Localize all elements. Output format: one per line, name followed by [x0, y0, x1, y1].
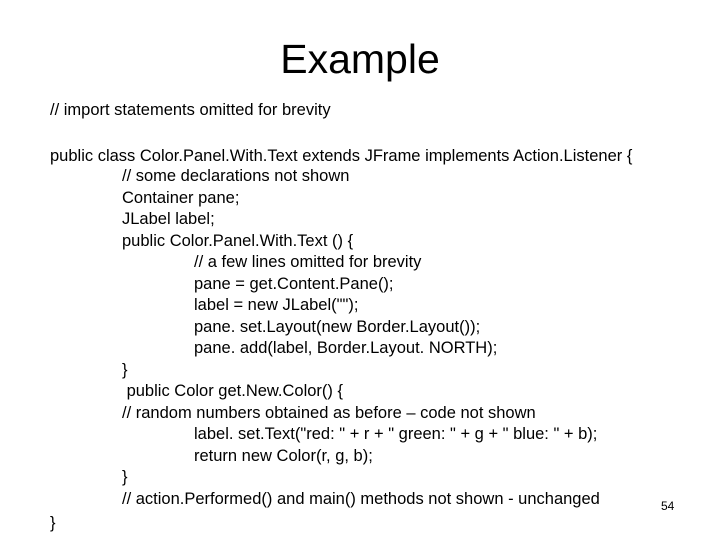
code-line-7: // a few lines omitted for brevity — [194, 253, 422, 271]
code-line-2: public class Color.Panel.With.Text extends JFrame implements Action.Listener { — [50, 147, 633, 165]
code-line-15: label. set.Text("red: " + r + " green: " + g + " blue: " + b); — [194, 425, 598, 443]
code-line-19: } — [50, 514, 56, 532]
code-line-12: } — [122, 361, 128, 379]
code-line-4: Container pane; — [122, 189, 240, 207]
code-line-16: return new Color(r, g, b); — [194, 447, 373, 465]
code-line-13: public Color get.New.Color() { — [122, 382, 344, 400]
code-line-17: } — [122, 468, 128, 486]
code-line-5: JLabel label; — [122, 210, 215, 228]
code-line-14: // random numbers obtained as before – code not shown — [122, 404, 536, 422]
code-line-3: // some declarations not shown — [122, 167, 350, 185]
code-line-8: pane = get.Content.Pane(); — [194, 275, 394, 293]
code-line-9: label = new JLabel(""); — [194, 296, 359, 314]
code-line-10: pane. set.Layout(new Border.Layout()); — [194, 318, 481, 336]
code-line-11: pane. add(label, Border.Layout. NORTH); — [194, 339, 498, 357]
page-number: 54 — [661, 499, 675, 513]
code-line-1: // import statements omitted for brevity — [50, 101, 331, 119]
slide-title: Example — [280, 36, 440, 82]
code-line-18: // action.Performed() and main() methods not shown - unchanged — [122, 490, 600, 508]
code-line-6: public Color.Panel.With.Text () { — [122, 232, 354, 250]
